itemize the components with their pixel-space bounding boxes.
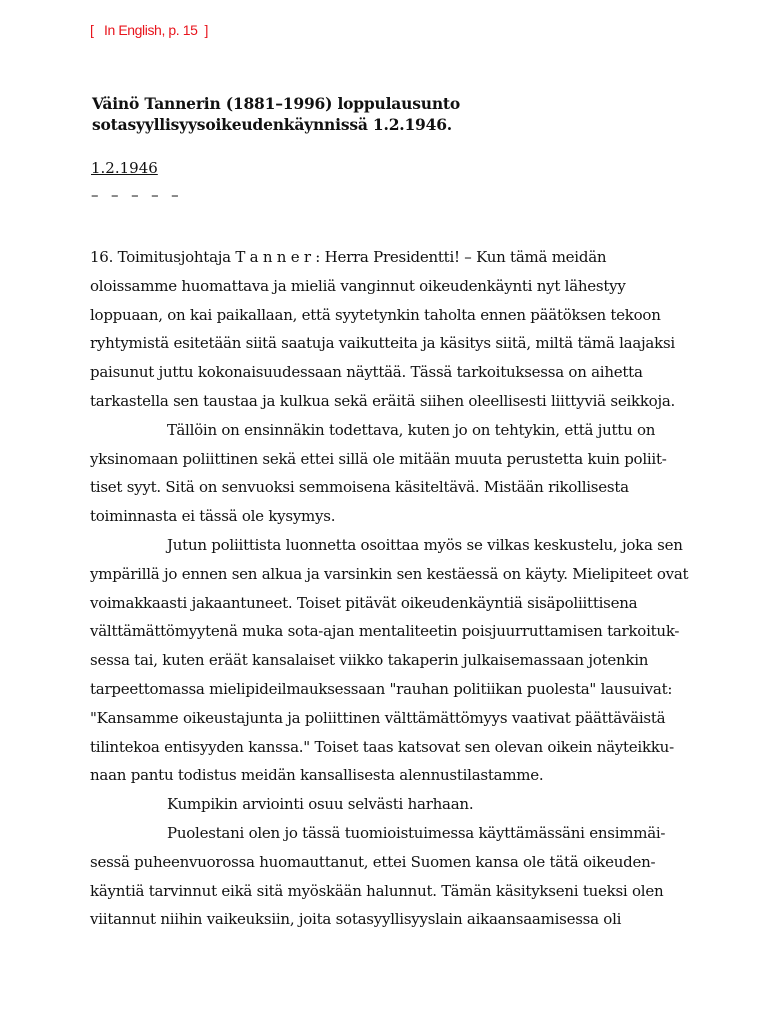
title-line: sotasyyllisyysoikeudenkäynnissä 1.2.1946. bbox=[92, 115, 453, 134]
document-date: 1.2.1946 bbox=[91, 159, 158, 177]
text-line: naan pantu todistus meidän kansallisesta alennustilastamme. bbox=[90, 766, 544, 785]
text-line: viitannut niihin vaikeuksiin, joita sotasyyllisyyslain aikaansaamisessa oli bbox=[90, 910, 622, 929]
text-line: ympärillä jo ennen sen alkua ja varsinkin sen kestäessä on käyty. Mielipiteet ovat bbox=[90, 564, 689, 583]
title-line: Väinö Tannerin (1881–1996) loppulausunto bbox=[92, 94, 460, 113]
text-line: välttämättömyytenä muka sota-ajan mentaliteetin poisjuurruttamisen tarkoituk- bbox=[90, 622, 680, 641]
text-line: Tällöin on ensinnäkin todettava, kuten jo on tehtykin, että juttu on bbox=[167, 420, 656, 439]
text-line: sessa tai, kuten eräät kansalaiset viikko takaperin julkaisemassaan jotenkin bbox=[90, 651, 649, 670]
english-version-link[interactable]: [ In English, p. 15 ] bbox=[90, 22, 209, 38]
text-line: 16. Toimitusjohtaja T a n n e r : Herra Presidentti! – Kun tämä meidän bbox=[90, 248, 607, 266]
text-line: Kumpikin arviointi osuu selvästi harhaan. bbox=[167, 795, 474, 814]
text-line: tiset syyt. Sitä on senvuoksi semmoisena käsiteltävä. Mistään rikollisesta bbox=[90, 478, 629, 497]
text-line: ryhtymistä esitetään siitä saatuja vaikutteita ja käsitys siitä, miltä tämä laajaksi bbox=[90, 334, 675, 353]
text-line: yksinomaan poliittinen sekä ettei sillä ole mitään muuta perustetta kuin poliit- bbox=[90, 449, 667, 468]
text-line: oloissamme huomattava ja mieliä vanginnut oikeudenkäynti nyt lähestyy bbox=[90, 276, 626, 295]
text-line: Jutun poliittista luonnetta osoittaa myös se vilkas keskustelu, joka sen bbox=[167, 535, 683, 554]
text-line: Puolestani olen jo tässä tuomioistuimessa käyttämässäni ensimmäi- bbox=[167, 823, 666, 842]
separator-dashes: – – – – – bbox=[91, 186, 180, 204]
text-line: tarpeettomassa mielipideilmauksessaan "rauhan politiikan puolesta" lausuivat: bbox=[90, 679, 673, 698]
text-line: "Kansamme oikeustajunta ja poliittinen välttämättömyys vaativat päättäväistä bbox=[90, 708, 666, 727]
text-line: paisunut juttu kokonaisuudessaan näyttää. Tässä tarkoituksessa on aihetta bbox=[90, 363, 643, 382]
text-line: toiminnasta ei tässä ole kysymys. bbox=[90, 507, 336, 526]
text-line: sessä puheenvuorossa huomauttanut, ettei Suomen kansa ole tätä oikeuden- bbox=[90, 852, 656, 871]
text-line: käyntiä tarvinnut eikä sitä myöskään halunnut. Tämän käsitykseni tueksi olen bbox=[90, 881, 664, 900]
document-title bbox=[92, 93, 460, 135]
text-line: tarkastella sen taustaa ja kulkua sekä eräitä siihen oleellisesti liittyviä seikkoja. bbox=[90, 391, 676, 410]
text-line: voimakkaasti jakaantuneet. Toiset pitävät oikeudenkäyntiä sisäpoliittisena bbox=[90, 593, 638, 612]
text-line: tilintekoa entisyyden kanssa." Toiset taas katsovat sen olevan oikein näyteikku- bbox=[90, 737, 674, 756]
text-line: loppuaan, on kai paikallaan, että syytetynkin taholta ennen päätöksen tekoon bbox=[90, 305, 661, 324]
document-body bbox=[90, 243, 690, 934]
